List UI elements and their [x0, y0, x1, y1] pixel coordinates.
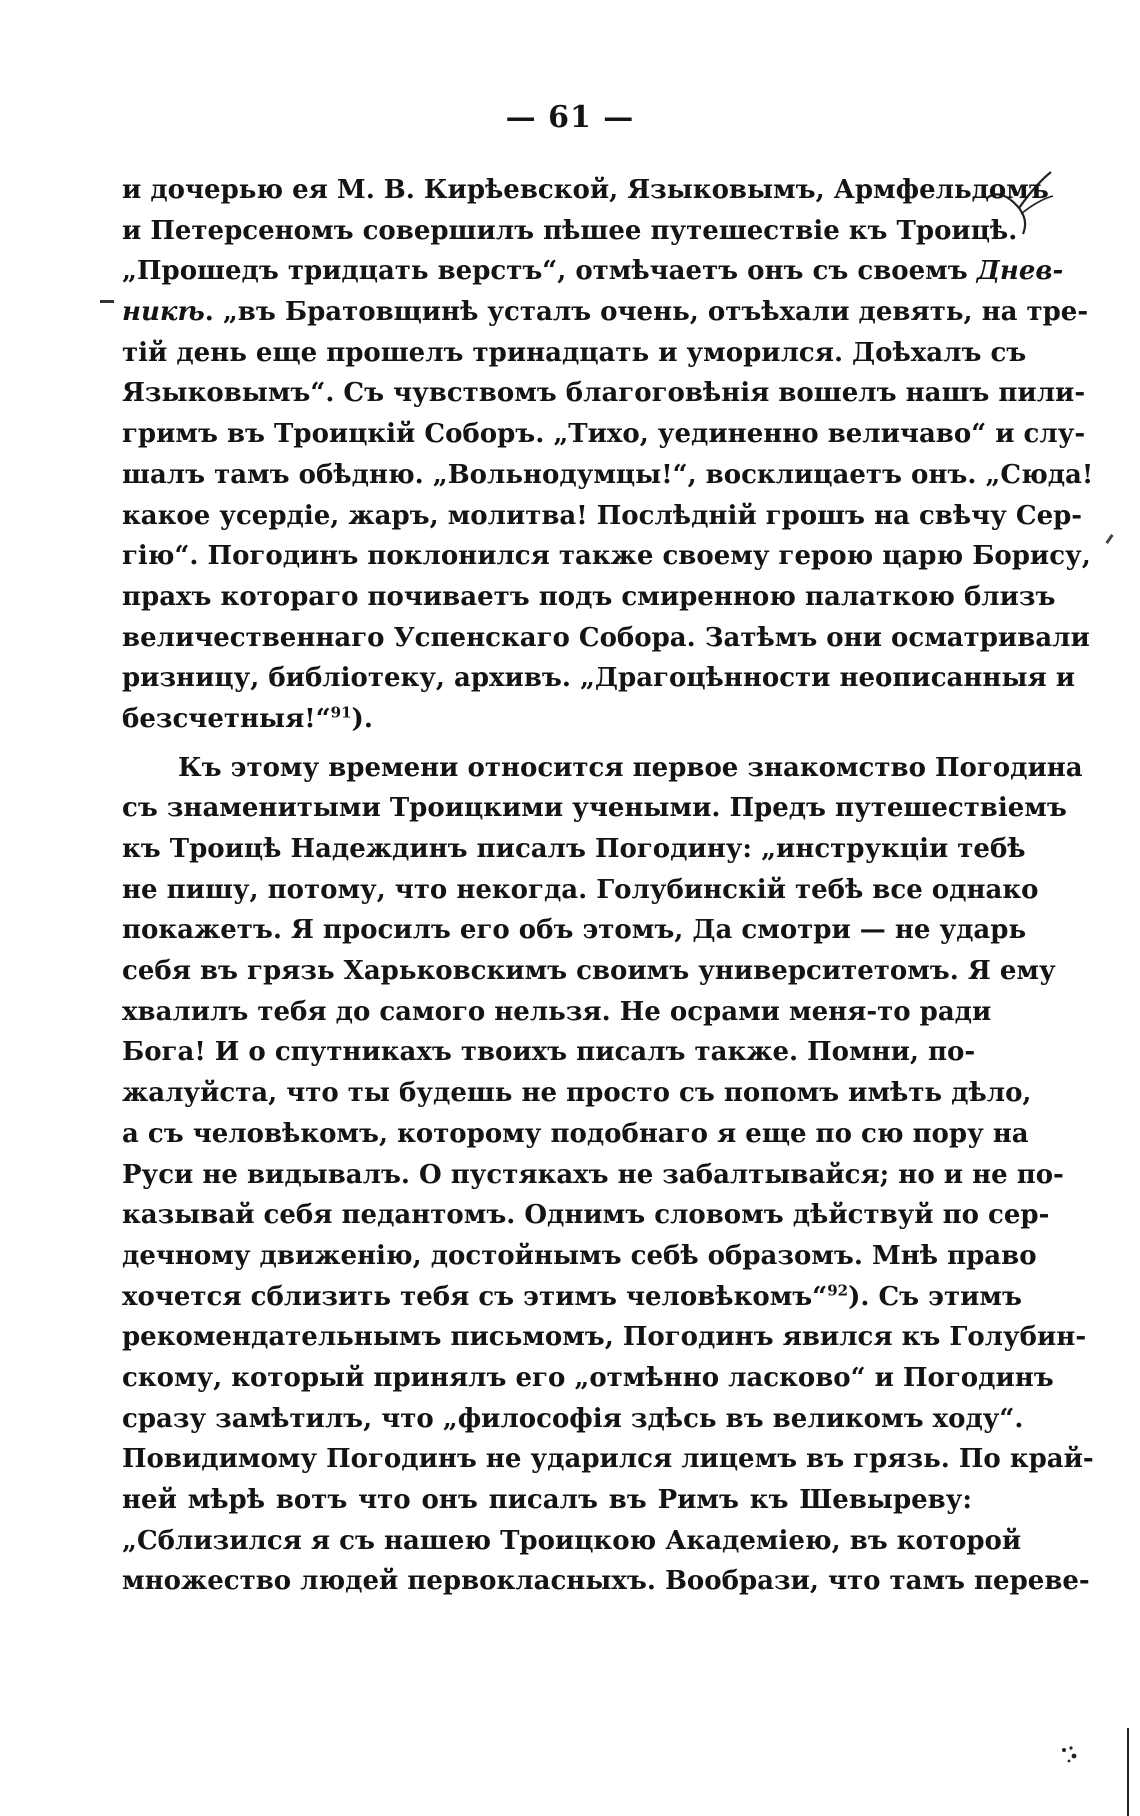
scan-edge-rule: [1127, 1728, 1129, 1816]
text-line: и Петерсеномъ совершилъ пѣшее путешествіе къ Троицѣ.: [122, 215, 1018, 246]
text-line: себя въ грязь Харьковскимъ своимъ университетомъ. Я ему: [122, 956, 1056, 987]
text-line: ней мѣрѣ вотъ что онъ писалъ въ Римъ къ Шевыреву:: [122, 1485, 972, 1515]
text-line: множество людей первокласныхъ. Вообрази, что тамъ переве-: [122, 1566, 1090, 1597]
footnote-ref: 92: [827, 1280, 849, 1299]
text-line: казывай себя педантомъ. Однимъ словомъ дѣйствуй по сер-: [122, 1200, 1050, 1231]
text-line: жалуйста, что ты будешь не просто съ попомъ имѣть дѣло,: [122, 1078, 1032, 1109]
text-line: дечному движенію, достойнымъ себѣ образомъ. Мнѣ право: [122, 1240, 1037, 1271]
text-line: „Сблизился я съ нашею Троицкою Академіею, въ которой: [122, 1525, 1022, 1556]
text-line: ризницу, библіотеку, архивъ. „Драгоцѣнности неописанныя и: [122, 663, 1076, 694]
text-line: Языковымъ“. Съ чувствомъ благоговѣнія вошелъ нашъ пили-: [122, 378, 1086, 409]
text-line: къ Троицѣ Надеждинъ писалъ Погодину: „инструкціи тебѣ: [122, 834, 1026, 864]
text-line: „Прошедъ тридцать верстъ“, отмѣчаетъ онъ съ своемъ Днев-: [122, 256, 1064, 287]
text-line: безсчетныя!“$^{91}$).: [122, 703, 373, 734]
margin-dash-mark: [100, 300, 114, 303]
text-line: шалъ тамъ обѣдню. „Вольнодумцы!“, восклицаетъ онъ. „Сюда!: [122, 459, 1094, 490]
text-line: тій день еще прошелъ тринадцать и уморился. Доѣхалъ съ: [122, 337, 1027, 368]
text-line: хвалилъ тебя до самого нельзя. Не осрами меня-то ради: [122, 996, 992, 1027]
text-line: Къ этому времени относится первое знакомство Погодина: [178, 752, 1083, 783]
text-line: Бога! И о спутникахъ твоихъ писалъ также. Помни, по-: [122, 1037, 976, 1068]
text-line: и дочерью ея М. В. Кирѣевской, Языковымъ, Армфельдомъ: [122, 175, 1049, 205]
text-line: гримъ въ Троицкій Соборъ. „Тихо, уединенно величаво“ и слу-: [122, 419, 1086, 450]
text-line: никѣ. „въ Братовщинѣ усталъ очень, отъѣхали девять, на тре-: [122, 297, 1089, 328]
text-line: рекомендательнымъ письмомъ, Погодинъ явился къ Голубин-: [122, 1322, 1087, 1353]
text-line: не пишу, потому, что некогда. Голубинскій тебѣ все однако: [122, 874, 1039, 905]
text-line: гію“. Погодинъ поклонился также своему герою царю Борису,: [122, 541, 1091, 572]
text-line: какое усердіе, жаръ, молитва! Послѣдній грошъ на свѣчу Сер-: [122, 500, 1083, 531]
edge-tick-mark: [1105, 534, 1113, 544]
text-line: сразу замѣтилъ, что „философія здѣсь въ великомъ ходу“.: [122, 1403, 1024, 1434]
text-line: скому, который принялъ его „отмѣнно ласково“ и Погодинъ: [122, 1362, 1054, 1393]
scan-speck-marks: [1060, 1744, 1084, 1766]
text-line: покажетъ. Я просилъ его объ этомъ, Да смотри — не ударь: [122, 915, 1027, 946]
text-line: прахъ котораго почиваетъ подъ смиренною палаткою близъ: [122, 581, 1056, 612]
footnote-ref: 91: [330, 703, 352, 722]
text-line: а съ человѣкомъ, которому подобнаго я еще по сю пору на: [122, 1118, 1029, 1149]
body-text: [122, 170, 1094, 1602]
page-number: — 61 —: [505, 100, 635, 135]
text-line: величественнаго Успенскаго Собора. Затѣмъ они осматривали: [122, 622, 1090, 653]
text-line: хочется сблизить тебя съ этимъ человѣкомъ“$^{92}$). Съ этимъ: [122, 1280, 1022, 1312]
text-line: Повидимому Погодинъ не ударился лицемъ въ грязь. По край-: [122, 1444, 1094, 1475]
text-line: Руси не видывалъ. О пустякахъ не забалтывайся; но и не по-: [122, 1159, 1064, 1190]
text-line: съ знаменитыми Троицкими учеными. Предъ путешествіемъ: [122, 793, 1067, 824]
